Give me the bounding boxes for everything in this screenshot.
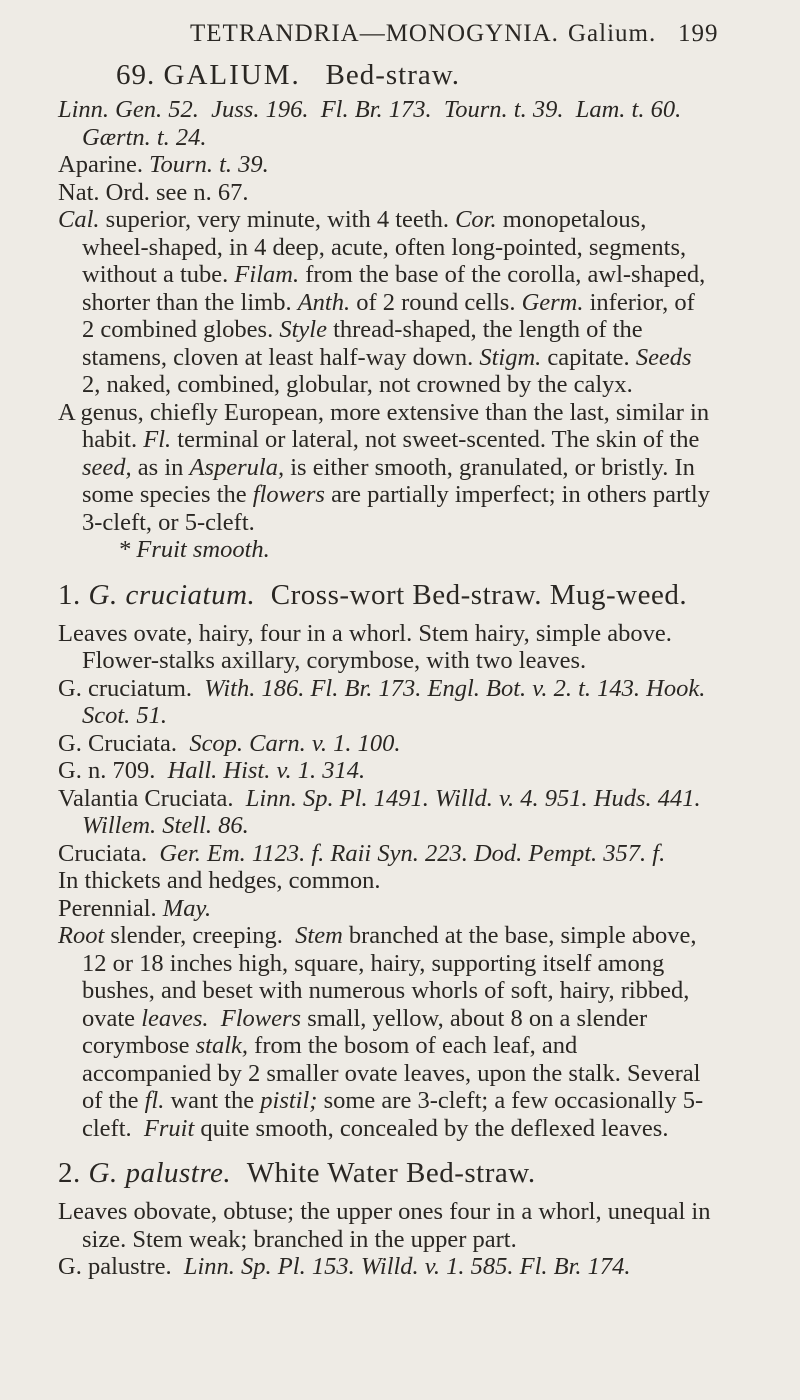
fruit-text: quite smooth, concealed by the deflexed leaves. xyxy=(200,1114,669,1142)
cor-label: Cor. xyxy=(455,206,497,233)
species-1-duration-line xyxy=(58,895,712,923)
ref-gaertn: Gærtn. t. 24. xyxy=(82,123,207,151)
aparine-name: Aparine. xyxy=(58,151,144,178)
species-1-synonym xyxy=(58,730,712,758)
pistil-word: pistil; xyxy=(260,1087,318,1114)
nat-ord-text: see n. 67. xyxy=(155,178,249,206)
remark-fl-label: Fl. xyxy=(143,426,172,453)
remark-flowers-word: flowers xyxy=(252,481,325,508)
synonym-refs: With. 186. Fl. Br. 173. Engl. Bot. v. 2. t. 143. Hook. Scot. 51. xyxy=(82,674,706,729)
description-text-3: want the xyxy=(170,1087,255,1114)
stigm-label: Stigm. xyxy=(479,343,542,371)
stem-label: Stem xyxy=(295,922,343,949)
aparine-line xyxy=(58,151,712,179)
ref-juss: Juss. 196. xyxy=(211,96,309,123)
filam-label: Filam. xyxy=(234,261,300,288)
synonym-name: G. cruciatum. xyxy=(58,674,193,702)
synonym-name: Valantia Cruciata. xyxy=(58,784,234,812)
section-note-text: * Fruit smooth. xyxy=(118,536,270,563)
species-1-habitat: In thickets and hedges, common. xyxy=(58,867,381,894)
species-1-heading xyxy=(58,578,712,612)
description-text-2: from the bosom of each leaf, and accompanied by 2 smaller ovate leaves, upon the stalk. Several of the xyxy=(82,1032,701,1114)
cal-label: Cal. xyxy=(58,206,100,233)
genus-heading xyxy=(58,58,712,92)
species-1-diagnosis: Leaves ovate, hairy, four in a whorl. Stem hairy, simple above. Flower-stalks axillary, corymbose, with two leaves. xyxy=(58,619,672,674)
seeds-text: 2, naked, combined, globular, not crowned by the calyx. xyxy=(82,371,633,398)
ref-tourn: Tourn. t. 39. xyxy=(443,96,564,123)
synonym-name: G. n. 709. xyxy=(58,757,156,784)
genus-remark xyxy=(58,399,712,537)
species-2-number: 2. xyxy=(58,1157,81,1189)
species-2-diagnosis: Leaves obovate, obtuse; the upper ones four in a whorl, unequal in size. Stem weak; branched in the upper part. xyxy=(58,1198,711,1253)
species-2-name: G. palustre. xyxy=(88,1157,232,1189)
species-2-synonym-name: G. palustre. xyxy=(58,1253,172,1280)
remark-part-2: terminal or lateral, not sweet-scented. The skin of the xyxy=(177,426,700,453)
genus-common-name: Bed-straw. xyxy=(325,59,461,91)
cor-text: monopetalous, wheel-shaped, in 4 deep, acute, often long-pointed, segments, without a tube. xyxy=(82,206,687,288)
species-1-synonym xyxy=(58,757,712,785)
species-1-synonym xyxy=(58,785,712,840)
aparine-ref: Tourn. t. 39. xyxy=(149,151,269,178)
root-text: slender, creeping. xyxy=(110,922,283,949)
fl-word: fl. xyxy=(144,1087,165,1114)
flowers-label: Flowers xyxy=(220,1004,302,1032)
nat-ord-label: Nat. Ord. xyxy=(58,178,150,206)
species-2-synonym-refs: Linn. Sp. Pl. 153. Willd. v. 1. 585. Fl. Br. 174. xyxy=(183,1253,631,1280)
species-1-synonym xyxy=(58,840,712,868)
remark-part-4: is either smooth, granulated, or bristly. In some species the xyxy=(82,453,695,508)
leaves-word: leaves. xyxy=(141,1004,209,1032)
fruit-label: Fruit xyxy=(143,1114,195,1142)
running-head-title: TETRANDRIA—MONOGYNIA. xyxy=(190,20,559,47)
species-1-synonym xyxy=(58,675,712,730)
page-body xyxy=(58,58,712,1281)
species-2-heading xyxy=(58,1156,712,1190)
genus-references xyxy=(58,96,712,151)
species-1-common-name: Cross-wort Bed-straw. Mug-weed. xyxy=(270,578,688,611)
species-2-common-name: White Water Bed-straw. xyxy=(246,1157,536,1189)
root-label: Root xyxy=(58,922,105,949)
synonym-refs: Ger. Em. 1123. f. Raii Syn. 223. Dod. Pempt. 357. f. xyxy=(159,839,666,867)
stem-text: branched at the base, simple above, 12 or 18 inches high, square, hairy, supporting itself among bushes, and beset with numerous whorls of soft, hairy, ribbed, ovate xyxy=(82,922,697,1032)
remark-part-1: A genus, chiefly European, more extensive than the last, similar in habit. xyxy=(58,398,710,453)
running-head-genus: Galium. xyxy=(568,20,657,47)
remark-part-5: are partially imperfect; in others partly 3-cleft, or 5-cleft. xyxy=(82,481,710,536)
anth-label: Anth. xyxy=(297,288,351,316)
genus-number: 69. xyxy=(116,59,156,91)
remark-asperula: Asperula, xyxy=(189,453,285,481)
genus-name: GALIUM. xyxy=(163,59,301,91)
style-text: thread-shaped, the length of the stamens, cloven at least half-way down. xyxy=(82,316,643,371)
stigm-text: capitate. xyxy=(547,343,630,371)
species-1-flowering: May. xyxy=(162,894,212,922)
germ-text: inferior, of 2 combined globes. xyxy=(82,288,695,343)
page-number: 199 xyxy=(678,20,719,47)
species-1-description xyxy=(58,922,712,1142)
cal-text: superior, very minute, with 4 teeth. xyxy=(105,206,449,233)
synonym-refs: Hall. Hist. v. 1. 314. xyxy=(167,757,366,784)
filam-text: from the base of the corolla, awl-shaped, shorter than the limb. xyxy=(82,261,706,316)
species-1-duration: Perennial. xyxy=(58,894,157,922)
ref-lam: Lam. t. 60. xyxy=(575,96,682,123)
section-note xyxy=(58,536,712,564)
nat-ord-line xyxy=(58,179,712,207)
ref-linn: Linn. Gen. 52. xyxy=(58,96,199,123)
remark-seed-word: seed, xyxy=(82,453,132,481)
species-1-name: G. cruciatum. xyxy=(88,578,256,611)
synonym-refs: Scop. Carn. v. 1. 100. xyxy=(189,729,401,757)
species-1-number: 1. xyxy=(58,578,81,611)
synonym-name: Cruciata. xyxy=(58,839,148,867)
species-2-synonym xyxy=(58,1253,712,1281)
synonym-name: G. Cruciata. xyxy=(58,729,178,757)
generic-character xyxy=(58,206,712,399)
anth-text: of 2 round cells. xyxy=(356,288,516,316)
description-text-4: some are 3-cleft; a few occasionally 5-cleft. xyxy=(82,1087,704,1142)
synonym-refs: Linn. Sp. Pl. 1491. Willd. v. 4. 951. Huds. 441. Willem. Stell. 86. xyxy=(82,784,701,839)
remark-part-3: as in xyxy=(137,453,184,481)
flowers-text: small, yellow, about 8 on a slender corymbose xyxy=(82,1004,648,1059)
germ-label: Germ. xyxy=(521,288,584,316)
style-label: Style xyxy=(279,316,327,343)
seeds-label: Seeds xyxy=(635,343,692,371)
stalk-word: stalk, xyxy=(195,1032,249,1059)
ref-fl-br: Fl. Br. 173. xyxy=(320,96,432,123)
